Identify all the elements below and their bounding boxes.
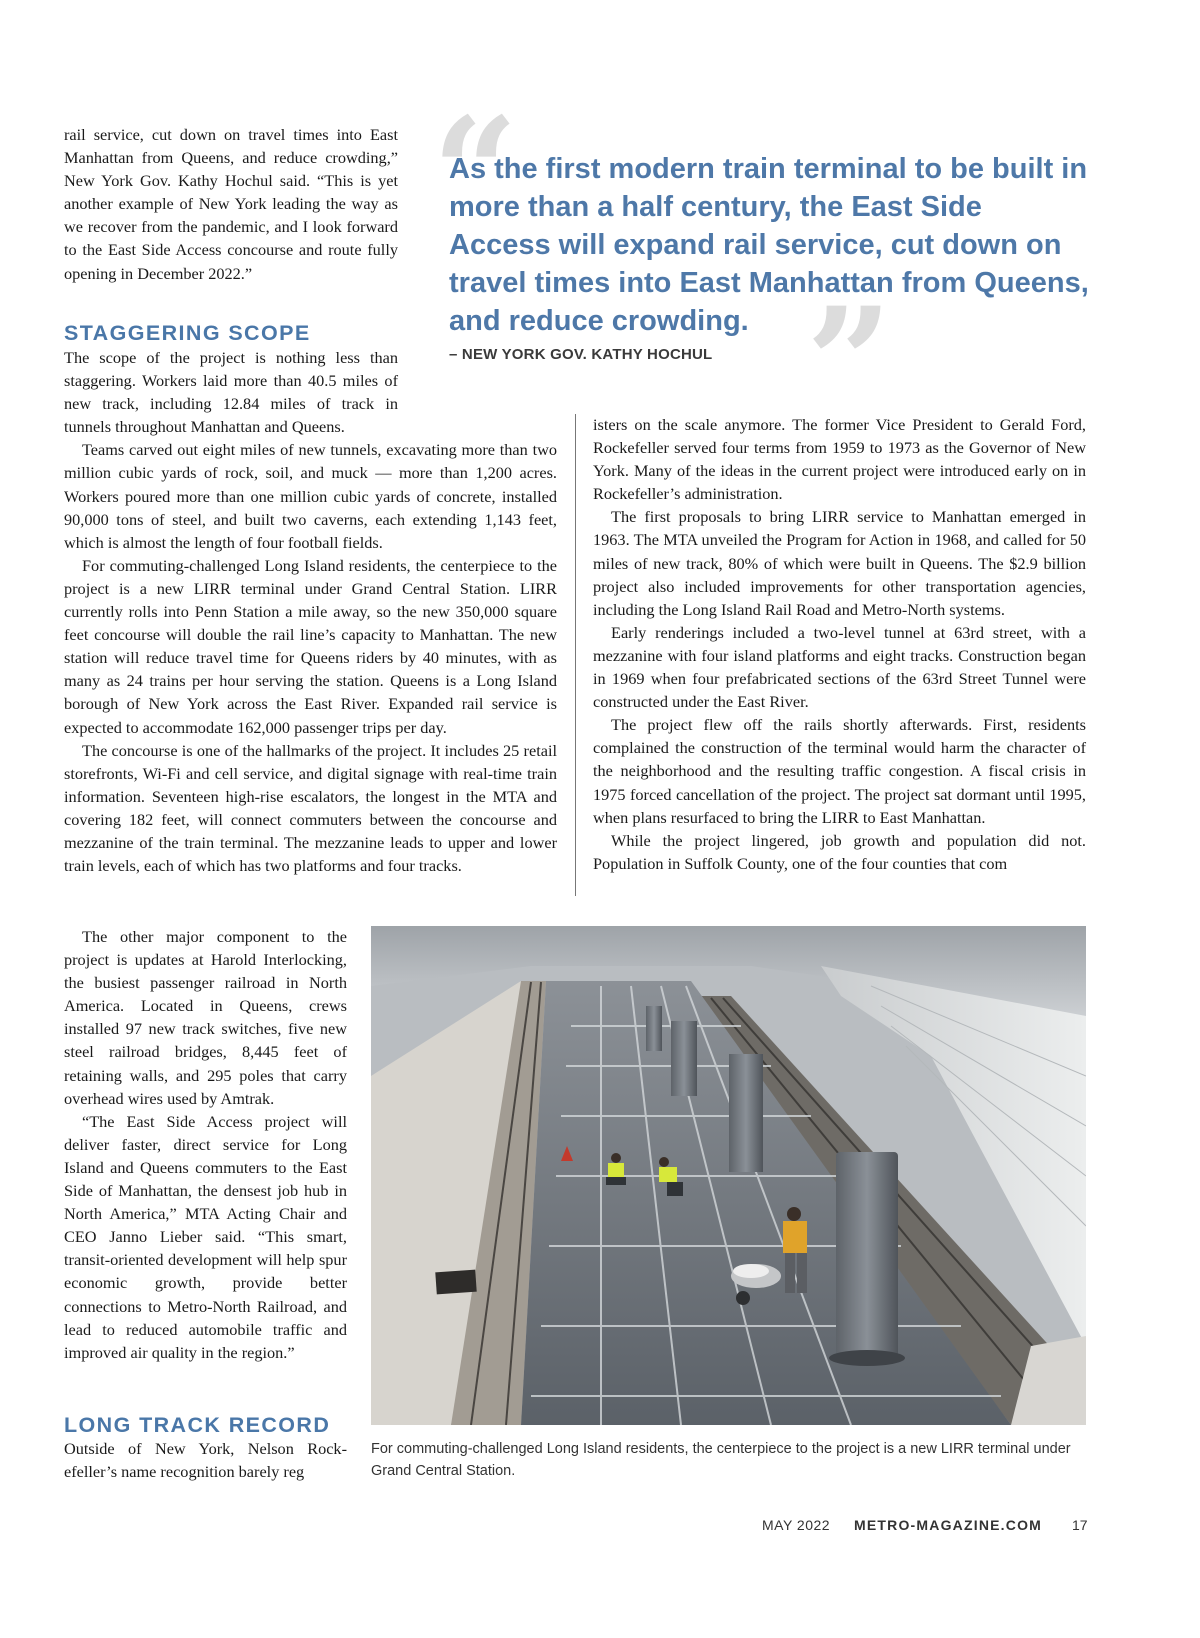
terminal-photo-illustration	[371, 926, 1086, 1425]
staggering-para1-block	[64, 346, 557, 877]
staggering-para4: The concourse is one of the hallmarks of the project. It includes 25 retail storefronts, Wi-Fi and cell service, and digital signage with real-time train information. Seventeen high-rise escalators, the longest in the MTA and covering 182 feet, will connect commuters between the concourse and mezzanine of the train terminal. The mezzanine leads to upper and lower train levels, each of which has two platforms and four tracks.	[64, 740, 557, 876]
intro-paragraph: rail service, cut down on travel times into East Manhattan from Queens, and reduce crowding,” New York Gov. Kathy Hochul said. “This is yet another example of New York leading the way as we recover from the pandemic, and I look forward to the East Side Access concourse and route fully opening in December 2022.”	[64, 125, 398, 283]
track-record-para1-continued: isters on the scale anymore. The former Vice President to Gerald Ford, Rockefeller served four terms from 1959 to 1973 as the Governor of New York. Many of the ideas in the current project were introduced early on in Rockefeller’s administration.	[593, 415, 1086, 504]
section-heading-staggering-scope: STAGGERING SCOPE	[64, 321, 311, 345]
left-narrow-column	[64, 925, 347, 1364]
footer-issue-date: MAY 2022	[762, 1517, 831, 1533]
open-quote-mark: “	[432, 85, 519, 261]
staggering-para2: Teams carved out eight miles of new tunnels, excavating more than two million cubic yards of rock, soil, and muck — more than 1,200 acres. Workers poured more than one million cubic yards of concrete, installed 90,000 tons of steel, and built two caverns, each extending 1,143 feet, which is almost the length of four football fields.	[64, 440, 557, 552]
terminal-photo	[371, 926, 1086, 1425]
photo-caption: For commuting-challenged Long Island residents, the centerpiece to the project is a new LIRR terminal under Grand Central Station.	[371, 1441, 1071, 1479]
track-record-para3: Early renderings included a two-level tunnel at 63rd street, with a mezzanine with four island platforms and eight tracks. Construction began in 1969 when four prefabricated sections of the 63rd Street Tunnel were constructed under the East River.	[593, 622, 1086, 712]
track-record-para1-start: Outside of New York, Nelson Rockefeller’s name recognition barely reg	[64, 1439, 347, 1482]
footer-page-number: 17	[1072, 1517, 1088, 1533]
right-column	[593, 413, 1086, 875]
intro-paragraph-block	[64, 123, 398, 285]
close-quote-mark: ”	[806, 275, 893, 451]
pull-quote-text: As the first modern train terminal to be built in more than a half century, the East Side Access will expand rail service, cut down on travel times into East Manhattan from Queens, and reduce crowding.	[449, 153, 1089, 337]
track-record-para2: The first proposals to bring LIRR service to Manhattan emerged in 1963. The MTA unveiled the Program for Action in 1968, and called for 50 miles of new track, 80% of which were built in Queens. The $2.9 billion project also included improvements for other transportation agencies, including the Long Island Rail Road and Metro-North systems.	[593, 507, 1086, 619]
track-record-para4: The project flew off the rails shortly afterwards. First, residents complained the construction of the terminal would harm the character of the neighborhood and the resulting traffic congestion. A fiscal crisis in 1975 forced cancellation of the project. The project sat dormant until 1995, when plans resurfaced to bring the LIRR to East Manhattan.	[593, 715, 1086, 827]
staggering-para3: For commuting-challenged Long Island residents, the centerpiece to the project is a new LIRR terminal under Grand Central Station. LIRR currently rolls into Penn Station a mile away, so the new 350,000 square feet concourse will double the rail line’s capacity to Manhattan. The new station will reduce travel time for Queens riders by 40 minutes, with as many as 24 trains per hour serving the station. Queens is a Long Island borough of New York across the East River. Expanded rail service is expected to accommodate 162,000 passenger trips per day.	[64, 555, 557, 737]
track-record-para5: While the project lingered, job growth and population did not. Population in Suffolk County, one of the four counties that com	[593, 830, 1086, 873]
footer-site-name: METRO-MAGAZINE.COM	[854, 1517, 1043, 1533]
pull-quote-attribution: – NEW YORK GOV. KATHY HOCHUL	[449, 346, 713, 363]
long-track-record-section	[64, 1412, 347, 1438]
staggering-para1: The scope of the project is nothing less than staggering. Workers laid more than 40.5 miles of new track, including 12.84 miles of track in tunnels throughout Manhattan and Queens.	[64, 348, 398, 437]
footer	[762, 1517, 1092, 1541]
column-divider	[575, 414, 576, 896]
track-record-para1-start-block	[64, 1437, 347, 1483]
staggering-para5: The other major component to the project is updates at Harold Interlocking, the busiest passenger railroad in North America. Located in Queens, crews installed 97 new track switches, five new steel railroad bridges, 8,445 feet of retaining walls, and 295 poles that carry overhead wires used by Amtrak.	[64, 927, 347, 1108]
pull-quote-block	[449, 150, 1089, 340]
staggering-para6: “The East Side Access project will deliver faster, direct service for Long Island and Queens commuters to the East Side of Manhattan, the densest job hub in North America,” MTA Acting Chair and CEO Janno Lieber said. “This smart, transit-oriented development will help spur economic growth, provide better connections to Metro-North Railroad, and lead to reduced automobile traffic and improved air quality in the region.”	[64, 1111, 347, 1362]
section-heading-long-track-record: LONG TRACK RECORD	[64, 1413, 331, 1437]
staggering-scope-section	[64, 320, 398, 346]
